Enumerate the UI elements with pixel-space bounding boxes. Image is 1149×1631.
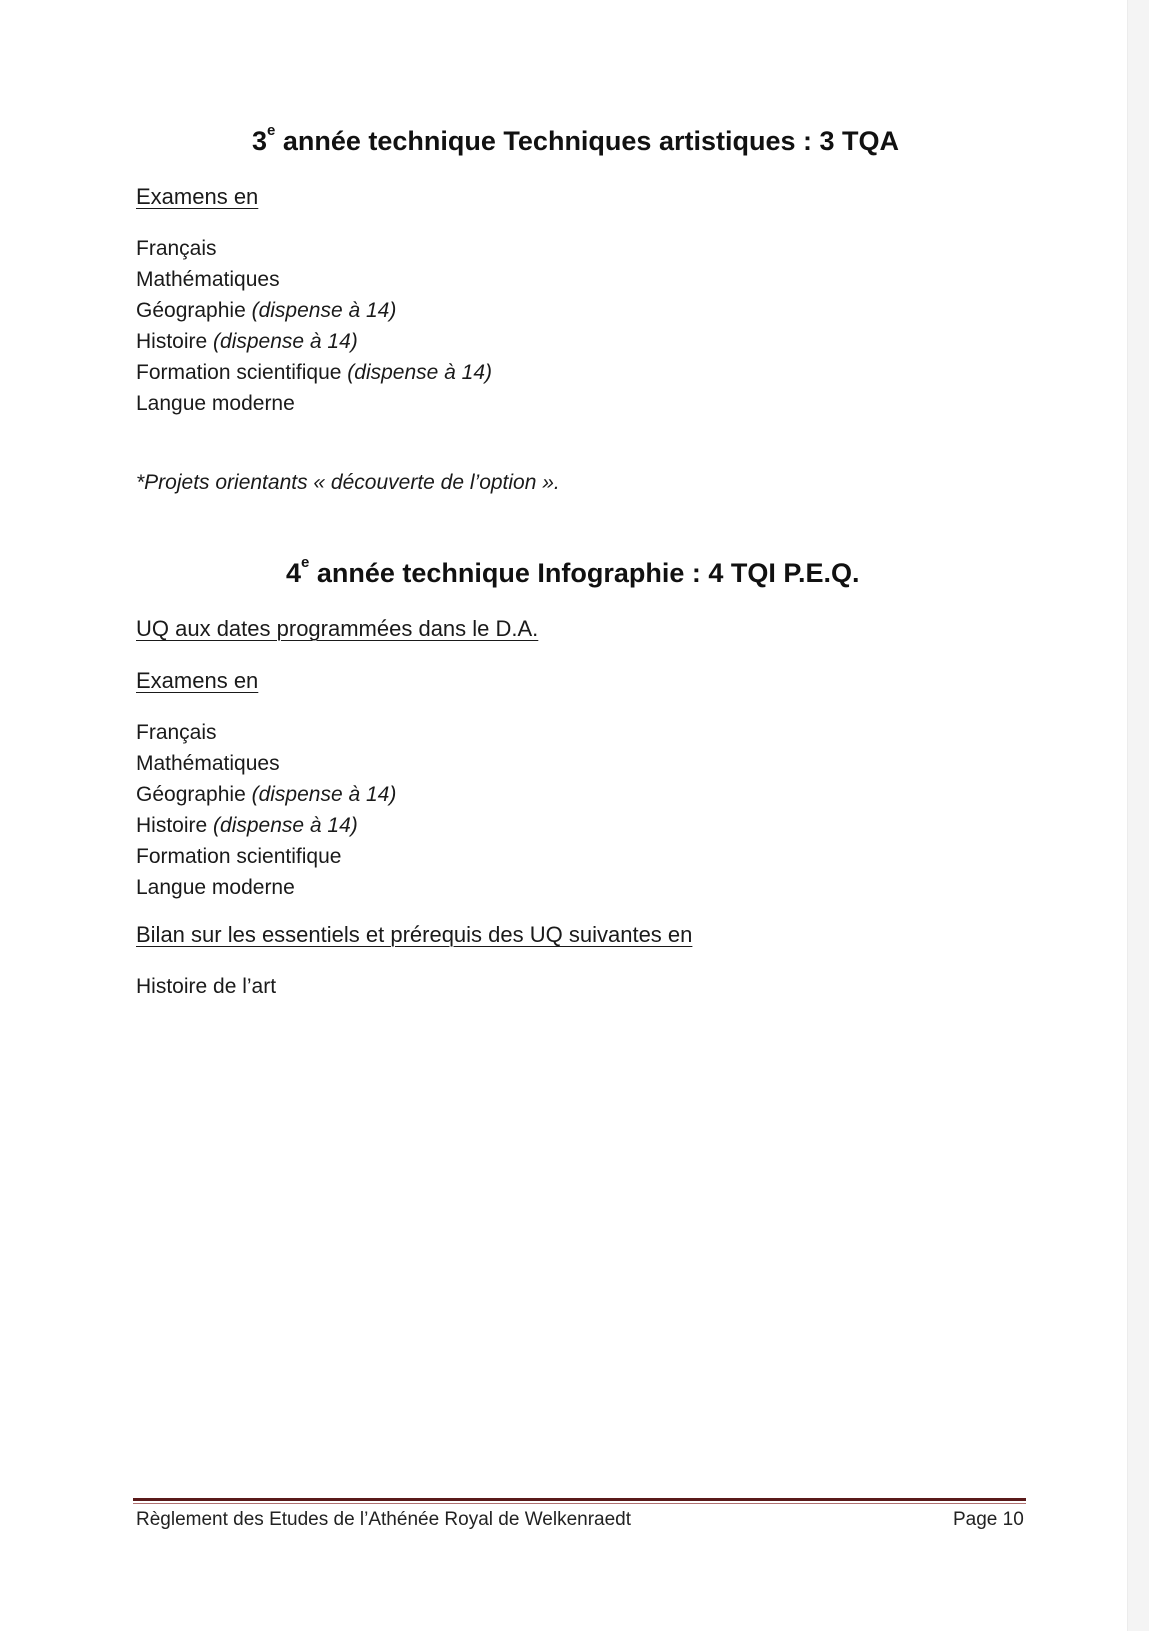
subject-note: (dispense à 14) (213, 330, 358, 353)
list-item (136, 326, 492, 357)
section1-heading-num: 3 (252, 126, 268, 156)
subject-name: Mathématiques (136, 752, 280, 775)
subject-note: (dispense à 14) (251, 299, 397, 322)
page-number: Page 10 (953, 1509, 1024, 1530)
subject-name: Formation scientifique (136, 845, 342, 868)
section2-heading-num: 4 (286, 558, 302, 588)
section1-exams-label: Examens en (136, 184, 259, 209)
subject-name: Histoire (136, 814, 214, 837)
list-item (136, 264, 492, 295)
list-item (136, 841, 396, 872)
subject-note: (dispense à 14) (251, 783, 397, 806)
section1-footnote: *Projets orientants « découverte de l’option ». (136, 471, 560, 494)
list-item (136, 810, 396, 841)
list-item (136, 748, 396, 779)
subject-name: Langue moderne (136, 876, 295, 899)
list-item (136, 717, 396, 748)
list-item (136, 357, 492, 388)
section2-uq-label: UQ aux dates programmées dans le D.A. (136, 616, 539, 641)
section2-bilan-label: Bilan sur les essentiels et prérequis des UQ suivantes en (136, 922, 693, 947)
subject-name: Histoire (136, 330, 214, 353)
section2-heading-text: année technique Infographie : 4 TQI P.E.Q. (309, 558, 860, 588)
subject-note: (dispense à 14) (347, 361, 493, 384)
section1-heading-sup: e (267, 122, 276, 139)
section2-bilan-subject: Histoire de l’art (136, 975, 277, 998)
subject-name: Français (136, 721, 217, 744)
subject-name: Géographie (136, 783, 252, 806)
section1-subject-list (136, 233, 492, 419)
section2-subject-list (136, 717, 396, 903)
list-item (136, 872, 396, 903)
subject-name: Langue moderne (136, 392, 295, 415)
section2-heading-sup: e (301, 554, 310, 571)
footer-divider (133, 1498, 1026, 1501)
list-item (136, 388, 492, 419)
list-item (136, 233, 492, 264)
page-edge (1127, 0, 1149, 1631)
footer-title: Règlement des Etudes de l’Athénée Royal de Welkenraedt (136, 1509, 632, 1530)
list-item (136, 779, 396, 810)
list-item (136, 295, 492, 326)
subject-name: Mathématiques (136, 268, 280, 291)
subject-name: Géographie (136, 299, 252, 322)
subject-name: Formation scientifique (136, 361, 348, 384)
section1-heading (252, 122, 899, 157)
section2-exams-label: Examens en (136, 668, 259, 693)
subject-note: (dispense à 14) (213, 814, 358, 837)
footer-divider-accent (133, 1503, 1026, 1504)
subject-name: Français (136, 237, 217, 260)
section2-heading (286, 554, 860, 589)
section1-heading-text: année technique Techniques artistiques : 3 TQA (275, 126, 899, 156)
